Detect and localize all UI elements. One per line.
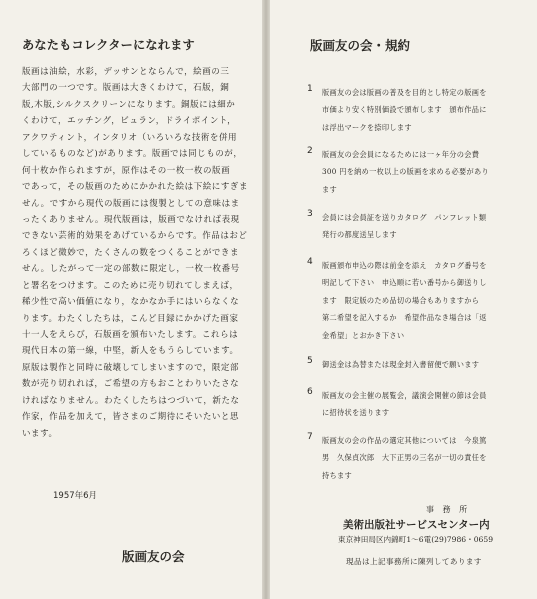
essay-line: せん。したがって一定の部数に限定し，一枚一枚番号 <box>22 264 240 275</box>
essay-line: います。 <box>22 428 58 439</box>
left-page <box>0 0 262 599</box>
rule-line: 発行の都度送呈します <box>322 230 397 240</box>
rule-line: ます <box>322 184 337 194</box>
rule-line: 300 円を納め一枚以上の版画を求める必要があり <box>322 167 489 177</box>
rule-line: 第二希望を記入するか 希望作品なき場合は「返 <box>322 313 487 323</box>
signature: 版画友の会 <box>122 549 185 564</box>
office-note: 現品は上記事務所に陳列してあります <box>346 557 482 566</box>
rules-title: 版画友の会・規約 <box>310 38 411 53</box>
rule-line: 版画友の会主催の展覧会，議演会開催の節は会員 <box>322 391 487 400</box>
essay-line: 現代日本の第一線，中堅，新人をもうらしています。 <box>22 346 239 357</box>
office-name: 美術出版社サービスセンター内 <box>343 519 490 531</box>
essay-line: ります。わたくしたちは，こんど目録にかかげた画家 <box>22 313 239 324</box>
rule-text <box>322 209 534 244</box>
rule-number: 5 <box>307 356 313 366</box>
essay-line: 作家，作品を加えて，皆さまのご期待にそいたいと思 <box>22 412 240 423</box>
rule-line: 持ちます <box>322 470 352 480</box>
publication-date: 1957年6月 <box>53 491 98 501</box>
rule-line: 版画友の会の作品の選定其他については 今泉篤 <box>322 436 487 445</box>
rule-line: 明記して下さい 申込順に若い番号から御送りし <box>322 278 487 288</box>
essay-line: であって，その版画のためにかかれた絵は下絵にすぎま <box>22 182 248 193</box>
essay-line: 原版は製作と同時に破壊してしまいますので，限定部 <box>22 362 240 373</box>
essay-line: アクワティント，インタリオ（いろいろな技術を併用 <box>22 132 238 143</box>
essay-line: ければなりません。わたくしたちはつづいて，新たな <box>22 395 240 406</box>
rule-text <box>322 146 534 198</box>
essay-line: ったくありません。現代版画は，版画でなければ表現 <box>22 214 240 225</box>
right-page <box>270 0 537 599</box>
office-address: 東京神田局区内錦町1〜6電(29)7986・0659 <box>338 535 494 544</box>
rule-text <box>322 356 534 373</box>
essay-line: ろくほど微妙で，たくさんの数をつくることができま <box>22 247 240 258</box>
essay-line: 十一人をえらび，石版画を頒布いたします。これらは <box>22 330 239 340</box>
book-gutter <box>262 0 270 599</box>
rule-text <box>322 432 534 484</box>
rule-line: 版画頒布申込の際は前金を添え カタログ番号を <box>322 261 487 270</box>
rule-text <box>322 387 534 422</box>
rule-number: 3 <box>307 209 313 219</box>
essay-line: 稀少性で高い価値になり，なかなか手にはいらなくな <box>22 297 240 308</box>
essay-line: 何十枚か作られますが，原作はその一枚一枚の版画 <box>22 165 231 176</box>
rule-line: 市価より安く特別価設で頒布します 頒布作品に <box>322 105 487 115</box>
rule-line: 会員には会員証を送りカタログ パンフレット類 <box>322 213 487 222</box>
rule-text <box>322 84 534 136</box>
rule-line: ます 限定版のため品切の場合もありますから <box>322 295 480 305</box>
rule-line: 版画友の会会員になるためには一ヶ年分の会費 <box>322 150 480 159</box>
rule-line: に招待状を送ります <box>322 408 390 418</box>
rule-line: 版画友の会は版画の普及を目的とし特定の版画を <box>322 88 487 97</box>
essay-line: しているものなど)があります。版画では同じものが， <box>22 149 243 160</box>
rule-line: は浮出マークを捺印します <box>322 122 412 132</box>
essay-text <box>22 64 250 442</box>
rule-number: 1 <box>307 84 313 94</box>
page-title: あなたもコレクターになれます <box>22 38 195 52</box>
rule-number: 4 <box>307 257 313 267</box>
rule-number: 2 <box>307 146 313 156</box>
essay-line: せん。ですから現代の版画には復製としての意味はま <box>22 198 240 209</box>
essay-line: 大部門の一つです。版画は大きくわけて，石版，銅 <box>22 83 230 94</box>
essay-line: できない芸術的効果をあげているからです。作品はおど <box>22 231 248 242</box>
essay-line: 数が売り切れれば，ご希望の方もおことわりいたさな <box>22 379 240 390</box>
rule-line: 御送金は為替または現金封入書留便で願います <box>322 360 480 369</box>
rule-line: 金希望」とおかき下さい <box>322 330 405 340</box>
essay-line: と署名をつけます。このために売り切れてしまえば， <box>22 280 239 291</box>
rule-line: 男 久保貞次郎 大下正男の三名が一切の責任を <box>322 453 487 463</box>
rule-number: 6 <box>307 387 313 397</box>
rules-list <box>270 0 537 599</box>
rule-number: 7 <box>307 432 313 442</box>
essay-line: 版,木版,シルクスクリーンになります。銅版には細か <box>22 99 236 110</box>
essay-line: くわけて，エッチング，ビュラン，ドライポイント， <box>22 116 237 127</box>
office-label: 事 務 所 <box>426 505 471 514</box>
rule-text <box>322 257 534 344</box>
essay-line: 版画は油絵，水彩，デッサンとならんで，絵画の三 <box>22 67 230 77</box>
